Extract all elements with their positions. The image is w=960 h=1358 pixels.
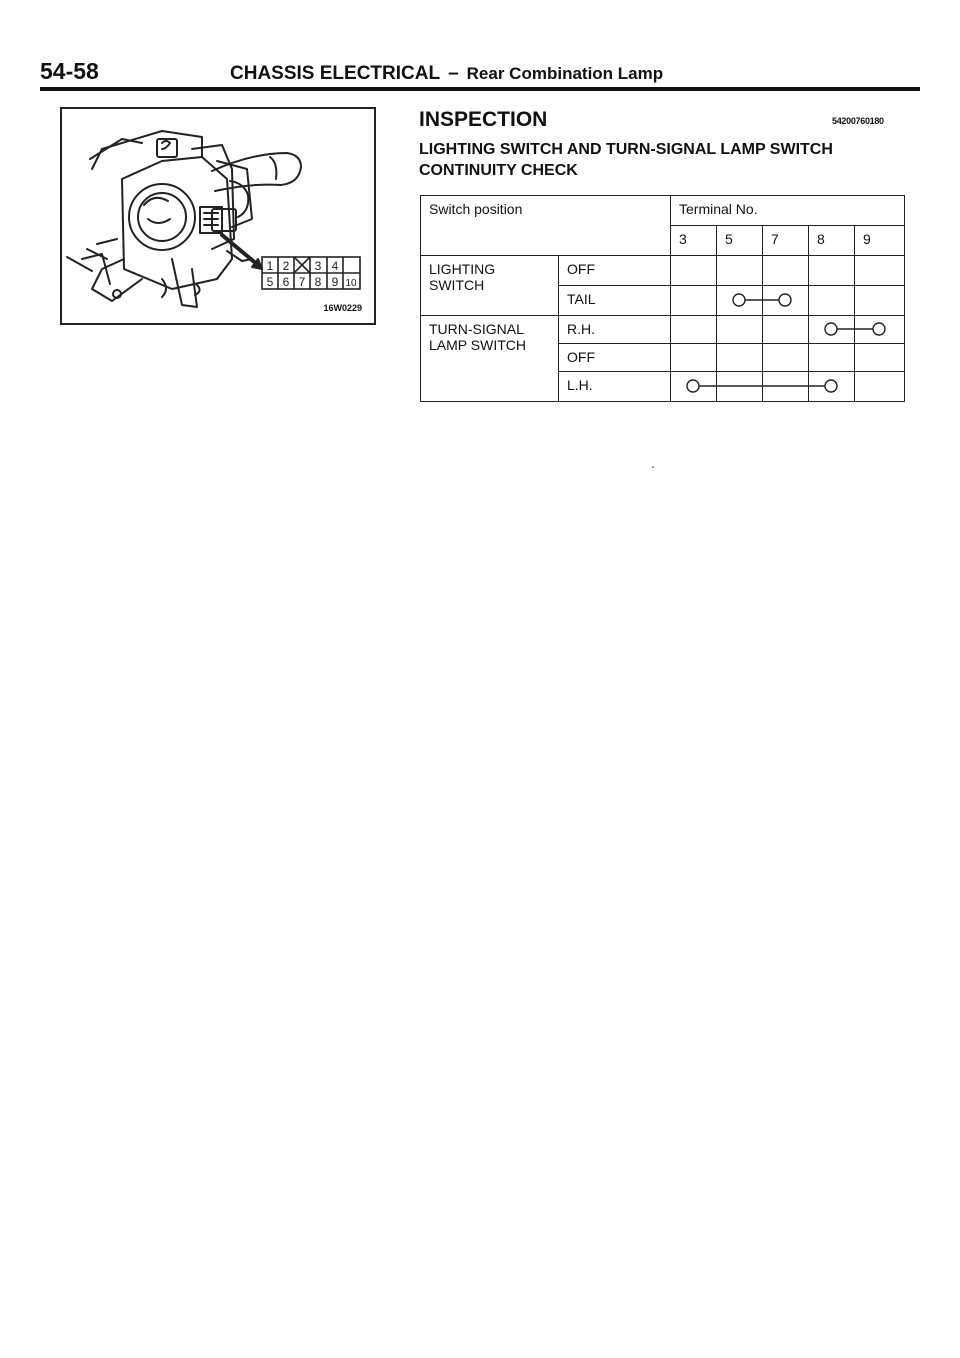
switch-position-label: OFF bbox=[559, 256, 671, 286]
scan-speck bbox=[652, 466, 654, 468]
pin-label: 7 bbox=[298, 275, 306, 289]
pin-label: 1 bbox=[266, 259, 274, 273]
header-separator: – bbox=[448, 63, 459, 84]
switch-group-label: LIGHTING SWITCH bbox=[421, 256, 559, 316]
inspection-code: 54200760180 bbox=[832, 116, 884, 126]
table-row bbox=[421, 256, 905, 286]
page-number: 54-58 bbox=[40, 58, 99, 84]
pin-label: 5 bbox=[266, 275, 274, 289]
switch-position-label: TAIL bbox=[559, 286, 671, 316]
terminal-no-header: Terminal No. bbox=[671, 196, 905, 226]
pin-label: 9 bbox=[331, 275, 339, 289]
inspection-title: INSPECTION bbox=[419, 108, 548, 131]
pin-label: 10 bbox=[345, 278, 357, 289]
continuity-table bbox=[420, 195, 905, 402]
table-row bbox=[421, 316, 905, 344]
switch-figure bbox=[60, 107, 376, 325]
pin-label: 2 bbox=[282, 259, 290, 273]
terminal-header: 5 bbox=[717, 226, 763, 256]
terminal-header: 3 bbox=[671, 226, 717, 256]
switch-position-label: R.H. bbox=[559, 316, 671, 344]
terminal-header: 8 bbox=[809, 226, 855, 256]
subsection-title: Rear Combination Lamp bbox=[466, 64, 664, 83]
pin-label: 3 bbox=[314, 259, 322, 273]
inspection-subtitle: LIGHTING SWITCH AND TURN-SIGNAL LAMP SWITCH CONTINUITY CHECK bbox=[419, 141, 833, 179]
figure-code: 16W0229 bbox=[323, 303, 362, 313]
switch-position-header: Switch position bbox=[421, 196, 671, 256]
pin-label: 4 bbox=[331, 259, 339, 273]
terminal-header: 9 bbox=[855, 226, 905, 256]
page-header bbox=[40, 58, 920, 85]
combination-switch-illustration bbox=[62, 109, 378, 327]
header-rule bbox=[40, 87, 920, 91]
section-title: CHASSIS ELECTRICAL bbox=[230, 63, 441, 84]
switch-group-label: TURN-SIGNAL LAMP SWITCH bbox=[421, 316, 559, 402]
pin-label: 8 bbox=[314, 275, 322, 289]
switch-position-label: L.H. bbox=[559, 372, 671, 402]
pin-label: 6 bbox=[282, 275, 290, 289]
switch-position-label: OFF bbox=[559, 344, 671, 372]
terminal-header: 7 bbox=[763, 226, 809, 256]
